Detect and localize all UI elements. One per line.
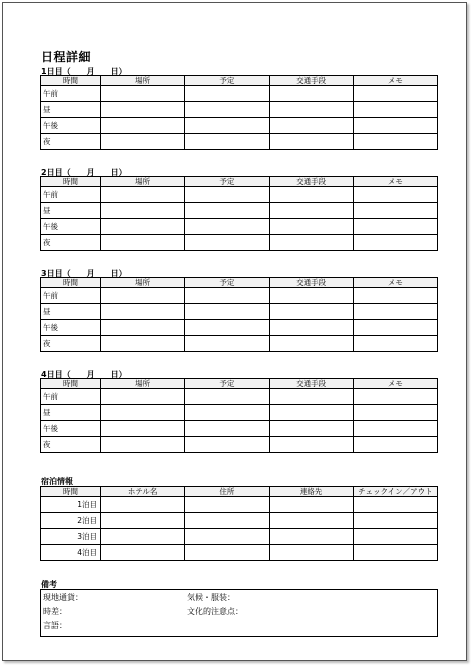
slot-label: 昼 — [41, 102, 101, 118]
cell[interactable] — [353, 437, 437, 453]
cell[interactable] — [353, 320, 437, 336]
cell[interactable] — [185, 219, 269, 235]
cell[interactable] — [185, 529, 269, 545]
cell[interactable] — [101, 389, 185, 405]
night-label: 3泊目 — [41, 529, 101, 545]
notes-box[interactable] — [40, 589, 438, 637]
cell[interactable] — [185, 134, 269, 150]
header-row — [41, 76, 438, 86]
col-plan: 予定 — [185, 278, 269, 288]
cell[interactable] — [185, 235, 269, 251]
cell[interactable] — [185, 102, 269, 118]
col-place: 場所 — [101, 177, 185, 187]
col-time: 時間 — [41, 177, 101, 187]
table-row — [41, 513, 438, 529]
col-place: 場所 — [101, 379, 185, 389]
cell[interactable] — [185, 545, 269, 561]
col-checkin: チェックイン／アウト — [353, 487, 437, 497]
cell[interactable] — [353, 187, 437, 203]
note-time-difference: 時差： — [43, 607, 67, 616]
col-time: 時間 — [41, 487, 101, 497]
cell[interactable] — [353, 219, 437, 235]
cell[interactable] — [101, 288, 185, 304]
cell[interactable] — [185, 513, 269, 529]
table-row — [41, 187, 438, 203]
cell[interactable] — [101, 497, 185, 513]
cell[interactable] — [353, 118, 437, 134]
header-row — [41, 177, 438, 187]
col-memo: メモ — [353, 379, 437, 389]
night-label: 2泊目 — [41, 513, 101, 529]
cell[interactable] — [185, 288, 269, 304]
table-row — [41, 405, 438, 421]
table-row — [41, 389, 438, 405]
day-1-heading: 1日目（ 月 日） — [41, 67, 127, 76]
cell[interactable] — [269, 513, 353, 529]
cell[interactable] — [269, 545, 353, 561]
note-currency: 現地通貨： — [43, 593, 83, 602]
cell[interactable] — [101, 513, 185, 529]
cell[interactable] — [269, 437, 353, 453]
lodging-table — [40, 486, 438, 561]
cell[interactable] — [101, 529, 185, 545]
cell[interactable] — [101, 421, 185, 437]
slot-label: 午前 — [41, 86, 101, 102]
table-row — [41, 86, 438, 102]
slot-label: 午後 — [41, 421, 101, 437]
cell[interactable] — [353, 497, 437, 513]
slot-label: 午後 — [41, 118, 101, 134]
col-memo: メモ — [353, 76, 437, 86]
cell[interactable] — [353, 529, 437, 545]
col-memo: メモ — [353, 177, 437, 187]
col-plan: 予定 — [185, 379, 269, 389]
notes-heading: 備考 — [41, 580, 57, 589]
cell[interactable] — [185, 421, 269, 437]
table-row — [41, 219, 438, 235]
slot-label: 午後 — [41, 219, 101, 235]
cell[interactable] — [185, 389, 269, 405]
col-place: 場所 — [101, 76, 185, 86]
slot-label: 夜 — [41, 437, 101, 453]
page-title: 日程詳細 — [41, 50, 92, 64]
table-row — [41, 336, 438, 352]
table-row — [41, 134, 438, 150]
cell[interactable] — [101, 187, 185, 203]
cell[interactable] — [185, 497, 269, 513]
cell[interactable] — [269, 288, 353, 304]
cell[interactable] — [185, 203, 269, 219]
slot-label: 夜 — [41, 336, 101, 352]
note-culture: 文化的注意点： — [187, 607, 243, 616]
day-3-heading: 3日目（ 月 日） — [41, 269, 127, 278]
cell[interactable] — [185, 336, 269, 352]
slot-label: 昼 — [41, 304, 101, 320]
cell[interactable] — [185, 320, 269, 336]
cell[interactable] — [269, 102, 353, 118]
col-time: 時間 — [41, 379, 101, 389]
header-row — [41, 278, 438, 288]
day-2-heading: 2日目（ 月 日） — [41, 168, 127, 177]
cell[interactable] — [185, 86, 269, 102]
cell[interactable] — [101, 545, 185, 561]
col-plan: 予定 — [185, 177, 269, 187]
cell[interactable] — [101, 437, 185, 453]
cell[interactable] — [101, 102, 185, 118]
col-transport: 交通手段 — [269, 379, 353, 389]
header-row — [41, 379, 438, 389]
col-transport: 交通手段 — [269, 76, 353, 86]
slot-label: 午前 — [41, 187, 101, 203]
slot-label: 昼 — [41, 203, 101, 219]
cell[interactable] — [353, 545, 437, 561]
table-row — [41, 203, 438, 219]
day-4-table — [40, 378, 438, 453]
col-place: 場所 — [101, 278, 185, 288]
table-row — [41, 102, 438, 118]
table-row — [41, 529, 438, 545]
slot-label: 夜 — [41, 134, 101, 150]
cell[interactable] — [353, 288, 437, 304]
table-row — [41, 288, 438, 304]
note-climate: 気候・服装： — [187, 593, 235, 602]
slot-label: 午前 — [41, 389, 101, 405]
col-transport: 交通手段 — [269, 278, 353, 288]
cell[interactable] — [101, 219, 185, 235]
col-time: 時間 — [41, 76, 101, 86]
table-row — [41, 320, 438, 336]
day-4-heading: 4日目（ 月 日） — [41, 370, 127, 379]
cell[interactable] — [269, 118, 353, 134]
cell[interactable] — [185, 405, 269, 421]
cell[interactable] — [101, 304, 185, 320]
day-1-table — [40, 75, 438, 150]
cell[interactable] — [353, 235, 437, 251]
col-memo: メモ — [353, 278, 437, 288]
cell[interactable] — [269, 304, 353, 320]
cell[interactable] — [353, 405, 437, 421]
cell[interactable] — [101, 320, 185, 336]
lodging-heading: 宿泊情報 — [41, 477, 73, 486]
day-2-table — [40, 176, 438, 251]
cell[interactable] — [353, 513, 437, 529]
cell[interactable] — [185, 118, 269, 134]
cell[interactable] — [353, 389, 437, 405]
cell[interactable] — [353, 304, 437, 320]
note-language: 言語： — [43, 621, 67, 630]
table-row — [41, 421, 438, 437]
cell[interactable] — [269, 86, 353, 102]
col-hotel: ホテル名 — [101, 487, 185, 497]
cell[interactable] — [269, 219, 353, 235]
cell[interactable] — [185, 187, 269, 203]
col-address: 住所 — [185, 487, 269, 497]
cell[interactable] — [353, 134, 437, 150]
cell[interactable] — [353, 203, 437, 219]
cell[interactable] — [353, 336, 437, 352]
cell[interactable] — [269, 497, 353, 513]
cell[interactable] — [353, 86, 437, 102]
cell[interactable] — [269, 421, 353, 437]
night-label: 4泊目 — [41, 545, 101, 561]
table-row — [41, 545, 438, 561]
slot-label: 夜 — [41, 235, 101, 251]
header-row — [41, 487, 438, 497]
document-page — [2, 2, 467, 661]
cell[interactable] — [269, 203, 353, 219]
col-contact: 連絡先 — [269, 487, 353, 497]
cell[interactable] — [269, 389, 353, 405]
table-row — [41, 304, 438, 320]
slot-label: 午前 — [41, 288, 101, 304]
cell[interactable] — [101, 134, 185, 150]
cell[interactable] — [101, 336, 185, 352]
table-row — [41, 118, 438, 134]
cell[interactable] — [269, 235, 353, 251]
table-row — [41, 497, 438, 513]
cell[interactable] — [185, 304, 269, 320]
day-3-table — [40, 277, 438, 352]
slot-label: 昼 — [41, 405, 101, 421]
cell[interactable] — [101, 118, 185, 134]
cell[interactable] — [269, 134, 353, 150]
col-time: 時間 — [41, 278, 101, 288]
cell[interactable] — [269, 320, 353, 336]
cell[interactable] — [101, 235, 185, 251]
cell[interactable] — [101, 203, 185, 219]
col-plan: 予定 — [185, 76, 269, 86]
cell[interactable] — [269, 529, 353, 545]
slot-label: 午後 — [41, 320, 101, 336]
cell[interactable] — [353, 102, 437, 118]
night-label: 1泊目 — [41, 497, 101, 513]
cell[interactable] — [101, 86, 185, 102]
table-row — [41, 437, 438, 453]
table-row — [41, 235, 438, 251]
cell[interactable] — [101, 405, 185, 421]
col-transport: 交通手段 — [269, 177, 353, 187]
cell[interactable] — [353, 421, 437, 437]
cell[interactable] — [269, 187, 353, 203]
cell[interactable] — [269, 336, 353, 352]
cell[interactable] — [269, 405, 353, 421]
cell[interactable] — [185, 437, 269, 453]
